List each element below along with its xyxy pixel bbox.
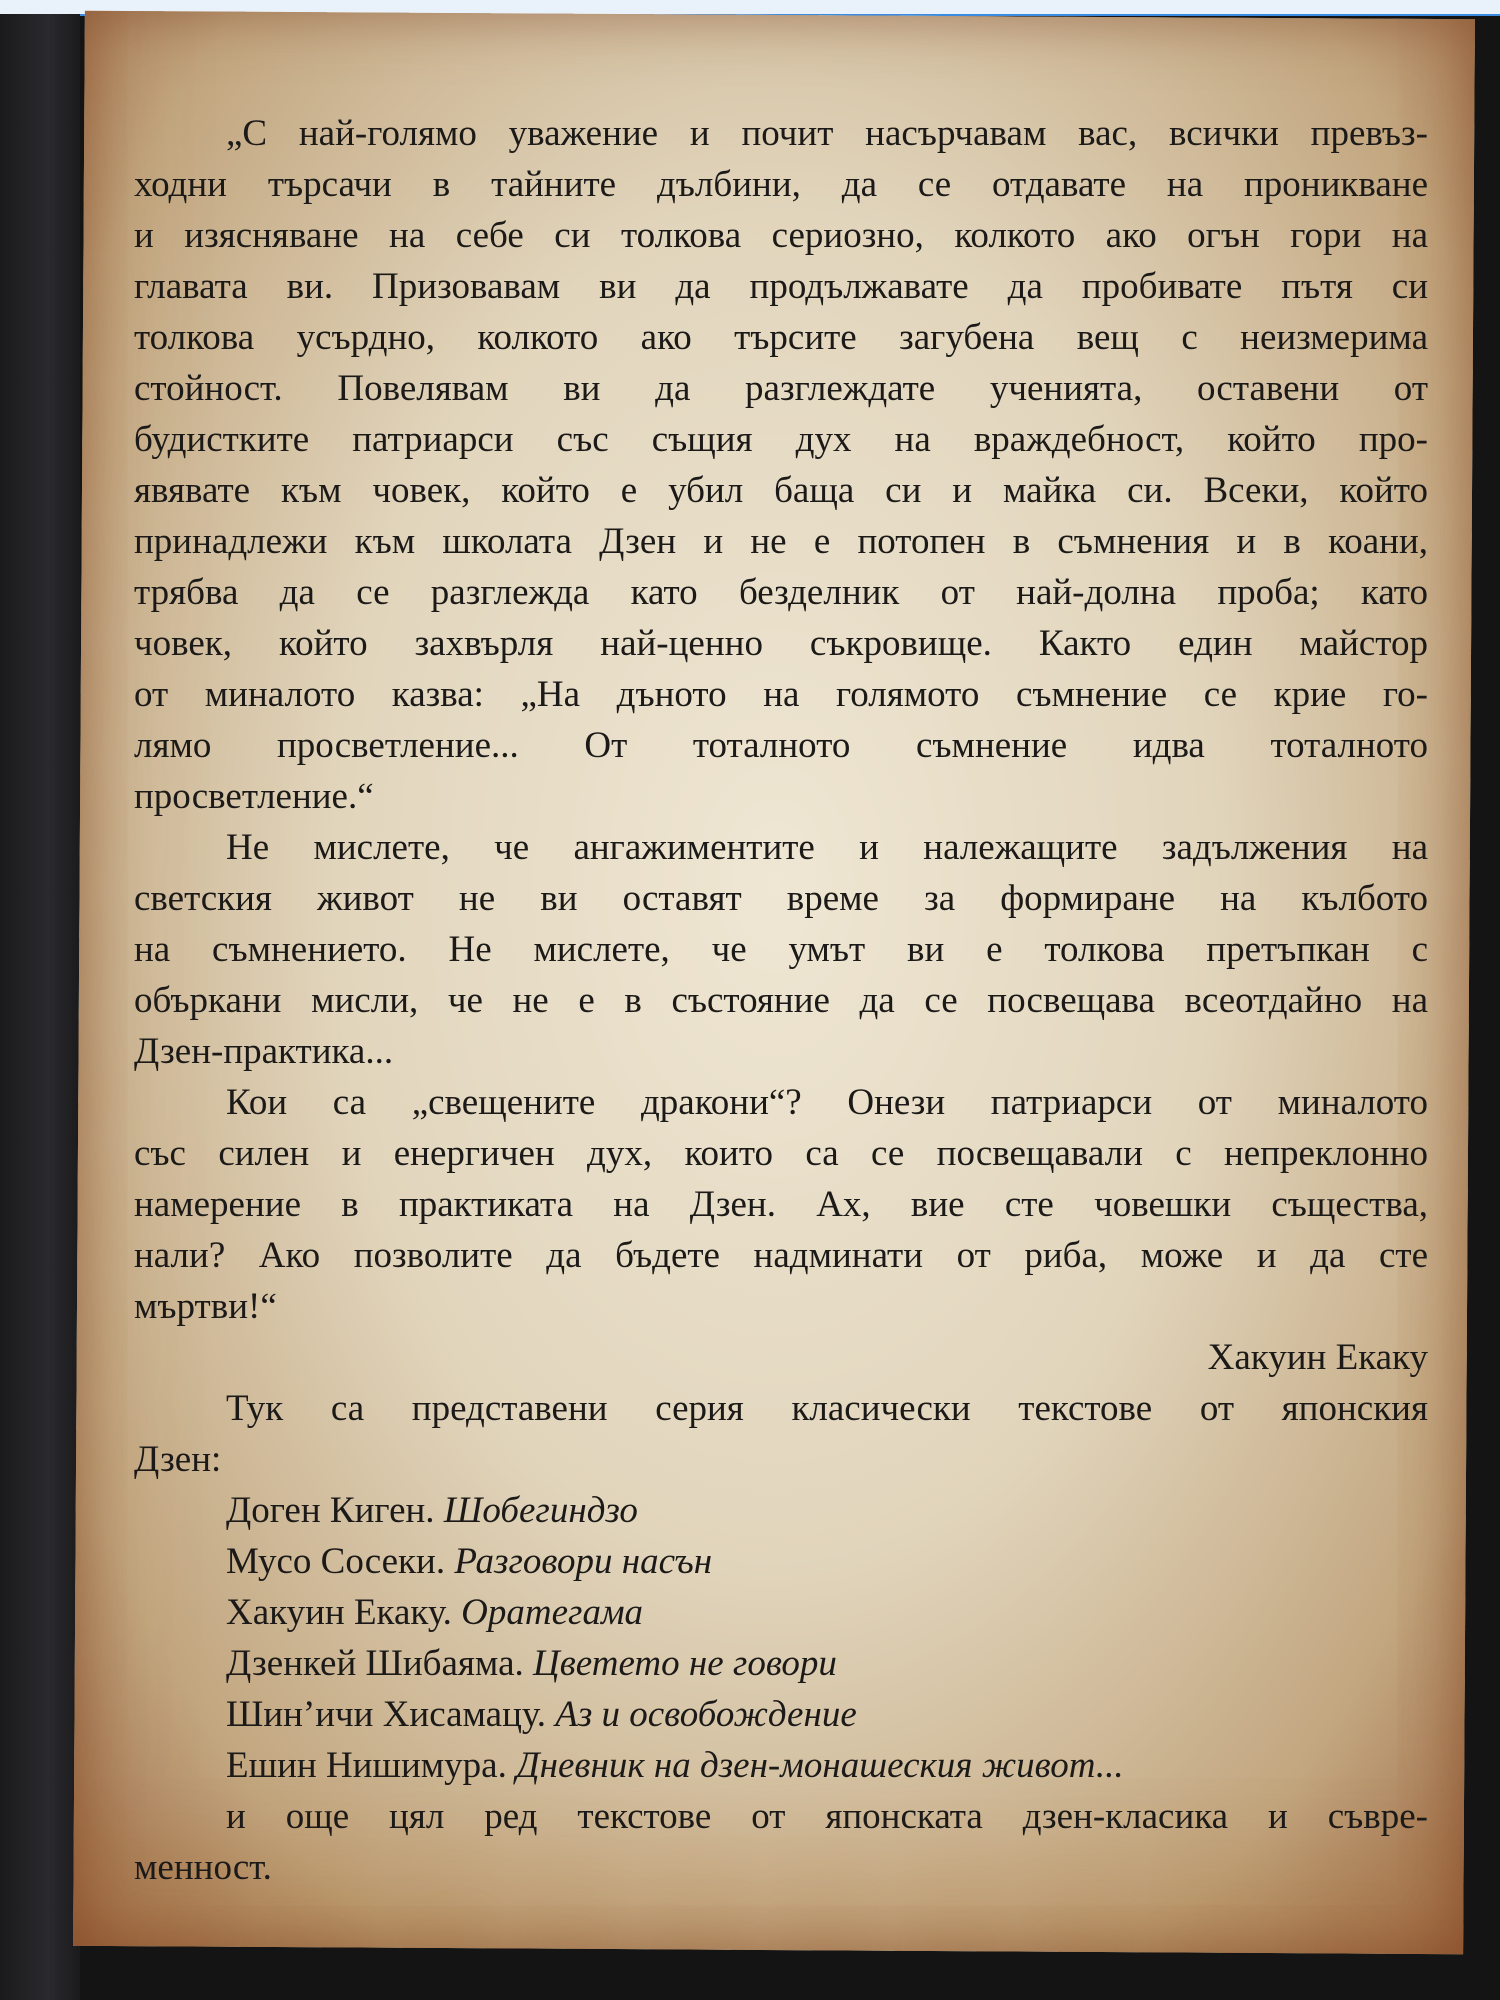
outro-line: менност. <box>134 1847 272 1888</box>
work-list-item <box>134 1638 1428 1689</box>
intro-line: Дзен: <box>134 1439 222 1480</box>
book-spine <box>0 14 80 2000</box>
intro-line: Тук са представени серия класически текстове от японския <box>226 1388 1428 1429</box>
paragraph-line: със силен и енергичен дух, които са се посвещавали с непреклонно <box>134 1133 1428 1174</box>
paragraph-line: нали? Ако позволите да бъдете надминати от риба, може и да сте <box>134 1235 1428 1276</box>
work-title: Разговори насън <box>454 1541 713 1582</box>
paragraph-line: толкова усърдно, колкото ако търсите загубена вещ с неизмерима <box>134 317 1428 358</box>
outro-line: и още цял ред текстове от японската дзен-класика и съвре- <box>226 1796 1428 1837</box>
work-list-item <box>134 1740 1428 1791</box>
work-title: Цветето не говори <box>533 1643 837 1684</box>
paragraph-line: Не мислете, че ангажиментите и належащите задължения на <box>226 827 1428 868</box>
work-author: Ешин Нишимура. <box>226 1745 507 1786</box>
work-title: Оратегама <box>461 1592 644 1633</box>
work-title: Дневник на дзен-монашеския живот... <box>516 1745 1124 1786</box>
work-list-item <box>134 1587 1428 1638</box>
paragraph-line: и изясняване на себе си толкова сериозно, колкото ако огън гори на <box>134 215 1428 256</box>
work-author: Мусо Сосеки. <box>226 1541 446 1582</box>
work-title: Шобегиндзо <box>443 1490 638 1531</box>
work-author: Доген Киген. <box>226 1490 435 1531</box>
paragraph-line: Дзен-практика... <box>134 1031 394 1072</box>
paragraph-line: намерение в практиката на Дзен. Ах, вие сте човешки същества, <box>134 1184 1428 1225</box>
work-author: Хакуин Екаку. <box>226 1592 452 1633</box>
paragraph-line: принадлежи към школата Дзен и не е потопен в съмнения и в коани, <box>134 521 1428 562</box>
back-cover-text <box>134 108 1428 1893</box>
paragraph-line: на съмнението. Не мислете, че умът ви е толкова претъпкан с <box>134 929 1428 970</box>
signature: Хакуин Екаку <box>1207 1337 1428 1378</box>
work-list-item <box>134 1485 1428 1536</box>
work-author: Дзенкей Шибаяма. <box>226 1643 524 1684</box>
paragraph-line: човек, който захвърля най-ценно съкровище. Както един майстор <box>134 623 1428 664</box>
paragraph-line: мъртви!“ <box>134 1286 277 1327</box>
paragraph-line: стойност. Повелявам ви да разглеждате ученията, оставени от <box>134 368 1428 409</box>
paragraph-line: трябва да се разглежда като безделник от най-долна проба; като <box>134 572 1428 613</box>
work-list-item <box>134 1536 1428 1587</box>
paragraph-line: ходни търсачи в тайните дълбини, да се отдавате на проникване <box>134 164 1428 205</box>
paragraph-line: светския живот не ви оставят време за формиране на кълбото <box>134 878 1428 919</box>
paragraph-line: явявате към човек, който е убил баща си и майка си. Всеки, който <box>134 470 1428 511</box>
paragraph-line: просветление.“ <box>134 776 374 817</box>
work-title: Аз и освобождение <box>555 1694 857 1735</box>
work-list-item <box>134 1689 1428 1740</box>
paragraph-line: главата ви. Призовавам ви да продължавате да пробивате пътя си <box>134 266 1428 307</box>
paragraph-line: будистките патриарси със същия дух на враждебност, който про- <box>134 419 1428 460</box>
paragraph-line: „С най-голямо уважение и почит насърчавам вас, всички превъз- <box>226 113 1428 154</box>
work-author: Шин’ичи Хисамацу. <box>226 1694 546 1735</box>
paragraph-line: Кои са „свещените дракони“? Онези патриарси от миналото <box>226 1082 1428 1123</box>
paragraph-line: объркани мисли, че не е в състояние да се посвещава всеотдайно на <box>134 980 1428 1021</box>
paragraph-line: от миналото казва: „На дъното на голямото съмнение се крие го- <box>134 674 1428 715</box>
paragraph-line: лямо просветление... От тоталното съмнение идва тоталното <box>134 725 1428 766</box>
